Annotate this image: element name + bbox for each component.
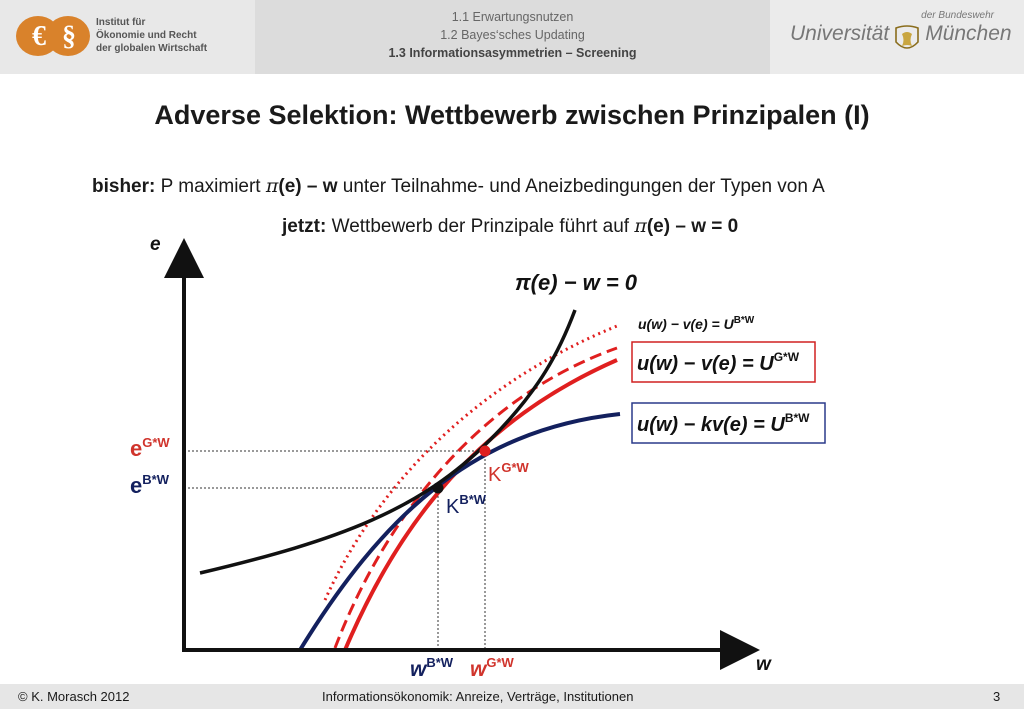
point-KB bbox=[433, 483, 444, 494]
line1-text-b: unter Teilnahme- und Aneizbedingungen der Typen von A bbox=[337, 176, 825, 197]
label-dotted-base: u(w) − v(e) = U bbox=[638, 316, 734, 332]
label-red-base: u(w) − v(e) = U bbox=[637, 353, 774, 375]
label-wG-base: w bbox=[470, 658, 487, 681]
label-KB bbox=[446, 492, 487, 518]
university-word-1: Universität bbox=[790, 22, 890, 45]
institute-line-2: Ökonomie und Recht bbox=[96, 30, 197, 41]
pi-symbol: π bbox=[265, 175, 279, 197]
slide-footer bbox=[0, 684, 1024, 709]
label-KB-sup: B*W bbox=[459, 492, 487, 507]
label-wG-sup: G*W bbox=[486, 655, 514, 670]
institute-line-1: Institut für bbox=[96, 17, 146, 28]
line2-text-a: Wettbewerb der Prinzipale führt auf bbox=[326, 216, 635, 237]
lead-bisher: bisher: bbox=[92, 176, 156, 197]
line1-text-a: P maximiert bbox=[155, 176, 266, 197]
label-eG-sup: G*W bbox=[142, 435, 170, 450]
zero-profit-label: π(e) − w = 0 bbox=[515, 270, 638, 295]
label-eB-sup: B*W bbox=[142, 472, 169, 487]
footer-copyright: © K. Morasch 2012 bbox=[18, 689, 130, 704]
line1-formula: (e) – w bbox=[278, 176, 338, 197]
label-blue-sup: B*W bbox=[784, 411, 810, 425]
label-wB-sup: B*W bbox=[426, 655, 454, 670]
footer-course-title: Informationsökonomik: Anreize, Verträge, Institutionen bbox=[322, 689, 634, 704]
label-dotted-sup: B*W bbox=[733, 315, 755, 326]
institute-line-3: der globalen Wirtschaft bbox=[96, 43, 208, 54]
nav-item-2[interactable]: 1.2 Bayes‘sches Updating bbox=[440, 28, 585, 42]
label-red-curve bbox=[637, 350, 800, 375]
university-word-2: München bbox=[925, 22, 1012, 45]
university-subtitle: der Bundeswehr bbox=[921, 10, 994, 21]
x-axis-label: w bbox=[756, 654, 771, 675]
pi-symbol-2: π bbox=[634, 215, 647, 237]
nav-item-1[interactable]: 1.1 Erwartungsnutzen bbox=[451, 10, 574, 24]
line2-formula: (e) – w = 0 bbox=[646, 216, 739, 237]
label-KG-base: K bbox=[488, 464, 502, 486]
svg-text:€: € bbox=[32, 21, 46, 52]
label-red-sup: G*W bbox=[773, 350, 800, 364]
label-wB bbox=[410, 655, 454, 681]
label-KB-base: K bbox=[446, 496, 460, 518]
label-dotted-curve bbox=[638, 315, 755, 332]
label-eB-base: e bbox=[130, 473, 143, 498]
label-eG-base: e bbox=[130, 436, 143, 461]
label-eB bbox=[130, 472, 170, 498]
label-eG bbox=[130, 435, 170, 461]
y-axis-label: e bbox=[150, 234, 161, 255]
svg-text:§: § bbox=[62, 21, 76, 52]
label-KG bbox=[488, 460, 530, 486]
lead-jetzt: jetzt: bbox=[282, 216, 327, 237]
nav-item-current[interactable]: 1.3 Informationsasymmetrien – Screening bbox=[388, 46, 637, 60]
label-wB-base: w bbox=[410, 658, 427, 681]
label-blue-base: u(w) − kv(e) = U bbox=[637, 414, 785, 436]
point-KG bbox=[480, 446, 491, 457]
footer-page-number: 3 bbox=[993, 689, 1001, 704]
label-blue-curve bbox=[637, 411, 810, 436]
label-KG-sup: G*W bbox=[501, 460, 529, 475]
label-wG bbox=[470, 655, 515, 681]
slide-title: Adverse Selektion: Wettbewerb zwischen Prinzipalen (I) bbox=[154, 100, 870, 130]
